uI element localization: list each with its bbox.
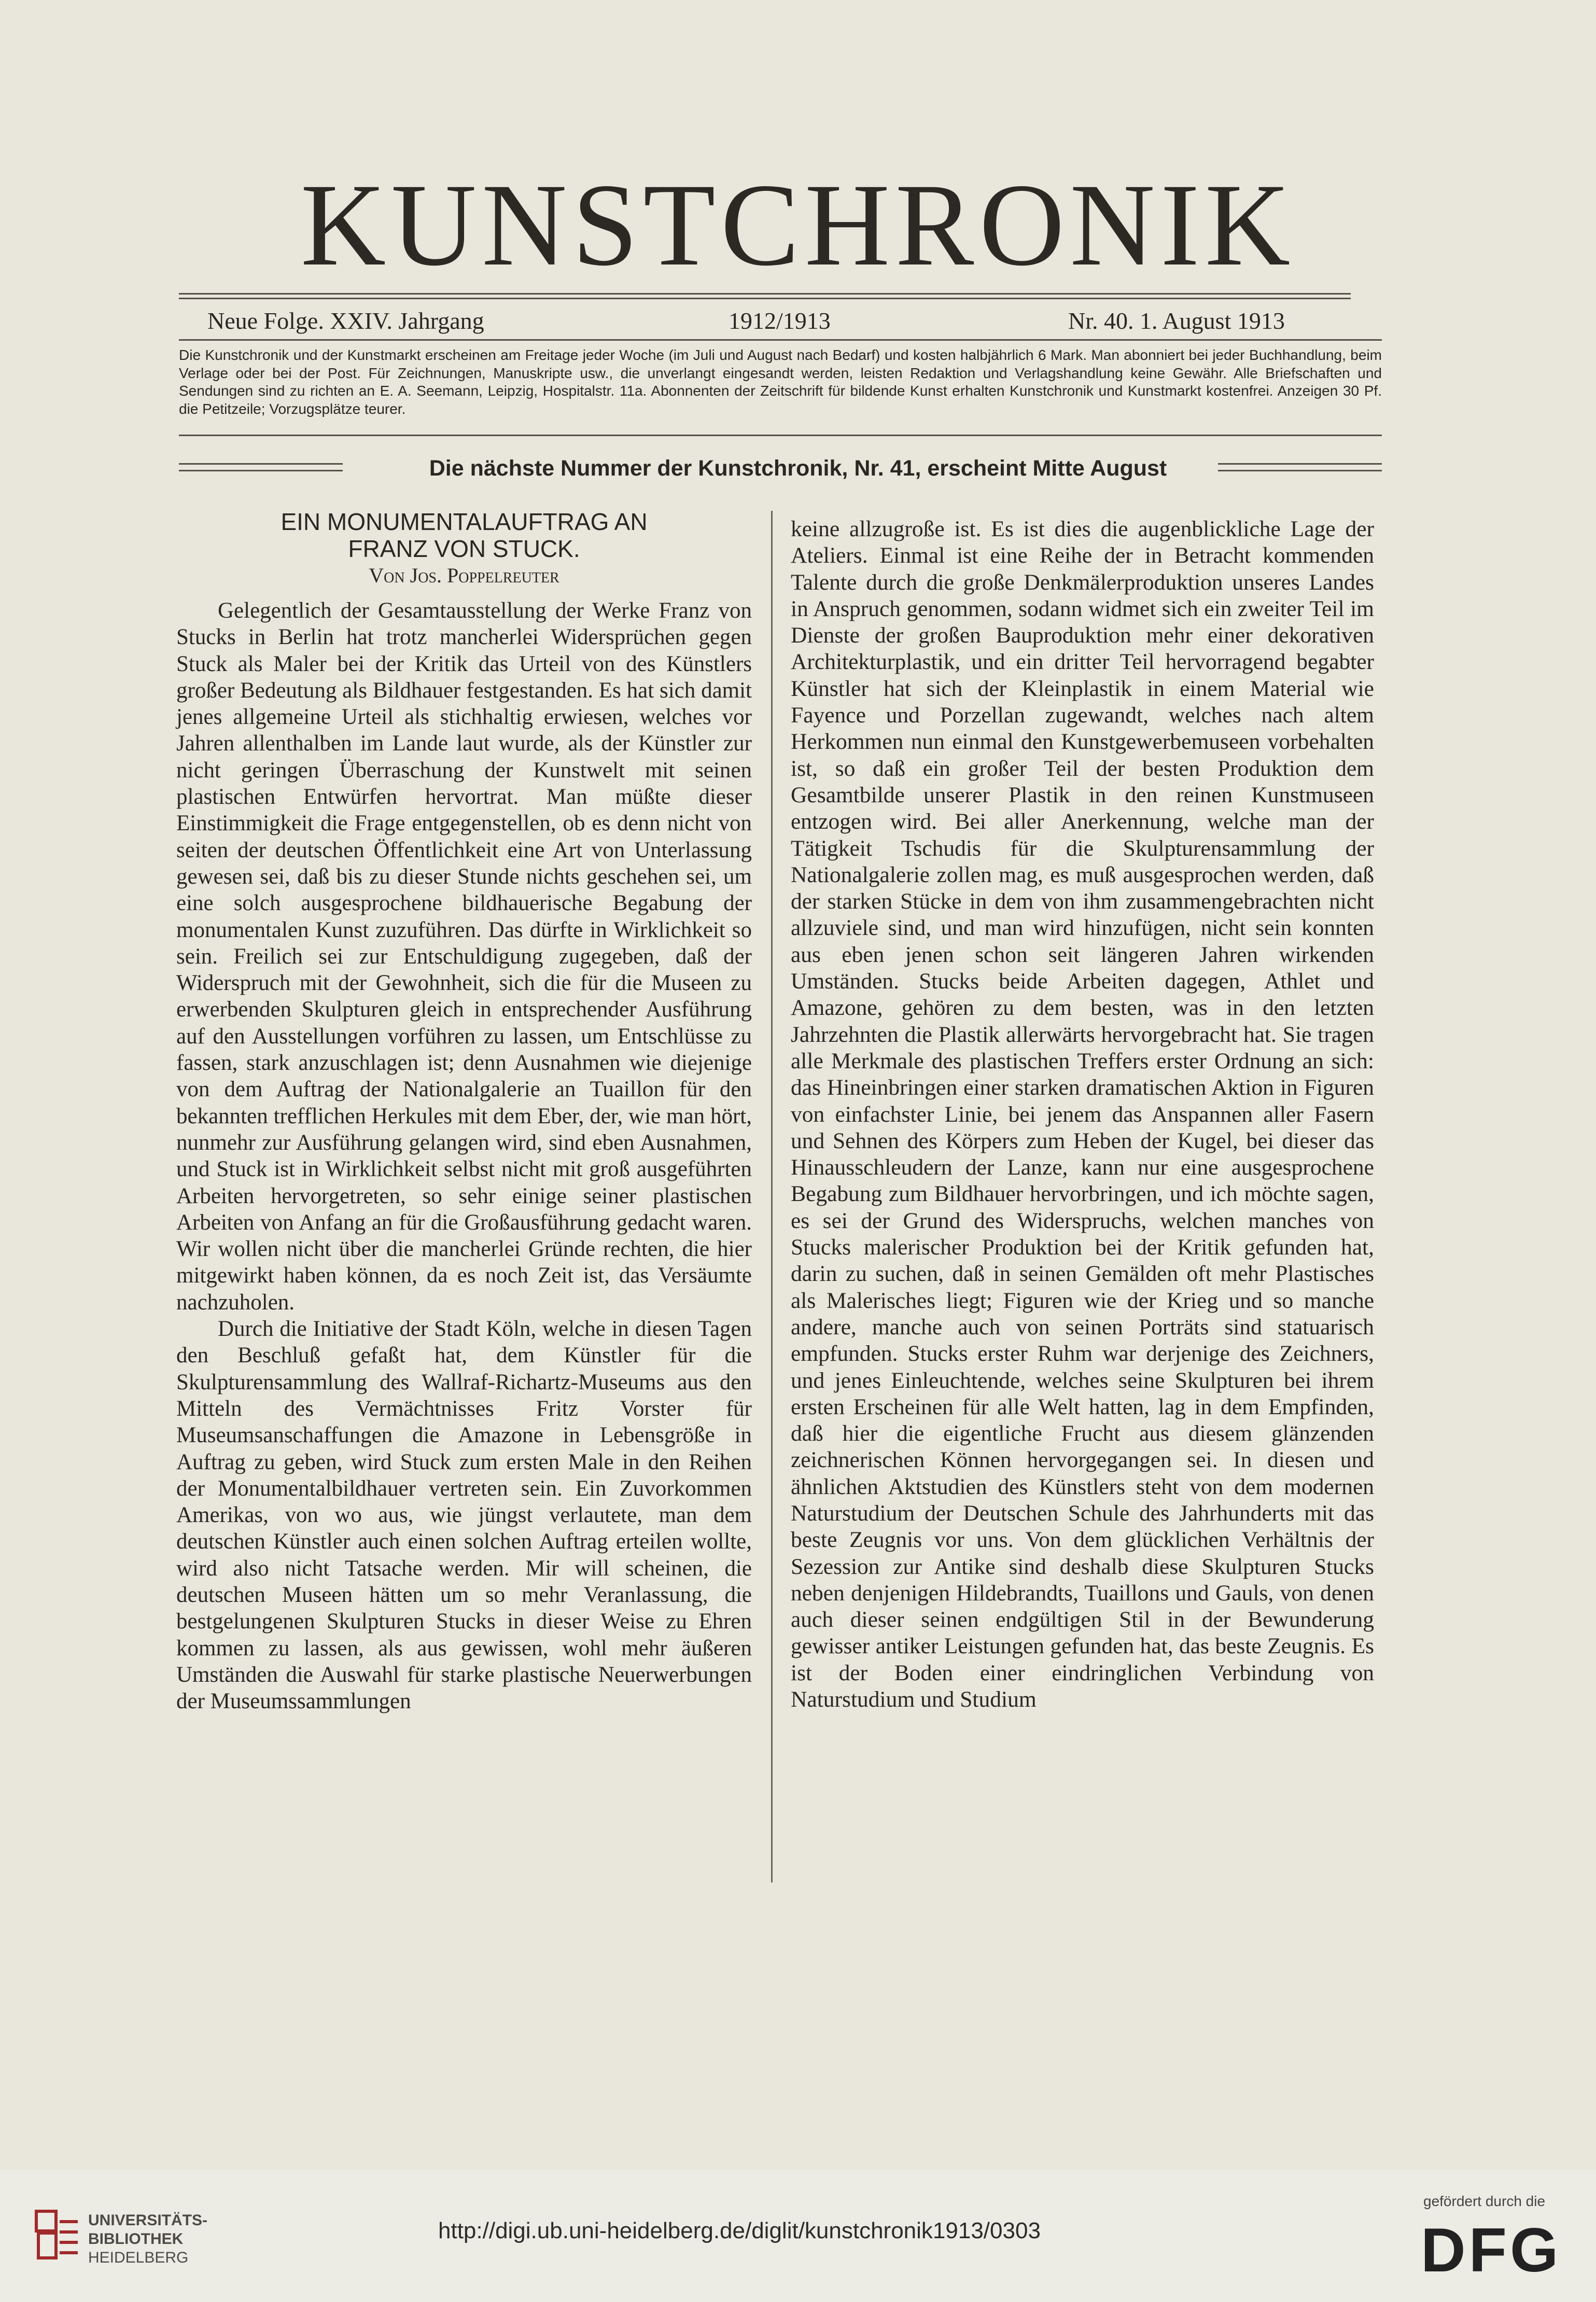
article-title (176, 508, 752, 562)
issue-date: Nr. 40. 1. August 1913 (1068, 308, 1285, 334)
article-title-line-2: FRANZ VON STUCK. (348, 535, 580, 562)
masthead-rule-top (179, 293, 1351, 295)
footer-bar (0, 2170, 1596, 2302)
library-name-line-3: HEIDELBERG (88, 2249, 189, 2266)
dfg-logo: DFG (1421, 2215, 1562, 2285)
article-author (176, 565, 752, 586)
funder-label: gefördert durch die (1423, 2193, 1546, 2209)
library-name-line-2: BIBLIOTHEK (88, 2230, 184, 2248)
paragraph-2: Durch die Initiative der Stadt Köln, welche in diesen Tagen den Beschluß gefaßt hat, dem Künstler für die Skulpturensammlung des Wallraf-Richartz-Museums aus den Mitteln des Vermächtnisses Fritz Vorster für Museumsanschaffungen die Amazone in Lebensgröße in Auftrag zu geben, wird Stuck zum ersten Male in den Reihen der Monumentalbildhauer vertreten sein. Ein Zuvorkommen Amerikas, von wo aus, wie jüngst verlautete, man dem deutschen Künstler auch einen solchen Auftrag erteilen wollte, wird also nicht Tatsache werden. Mir will scheinen, die deutschen Museen hätten um so mehr Veranlassung, die bestgelungenen Skulpturen Stucks in dieser Weise zu Ehren kommen zu lassen, als aus gewissen, wohl mehr äußeren Umständen die Auswahl für starke plastische Neuerwerbungen der Museumssammlungen (176, 1317, 752, 1714)
paragraph-1: Gelegentlich der Gesamtausstellung der Werke Franz von Stucks in Berlin hat trotz mancherlei Widersprüchen gegen Stuck als Maler bei der Kritik das Urteil von des Künstlers großer Bedeutung als Bildhauer festgestanden. Es hat sich damit jenes allgemeine Urteil als stichhaltig erwiesen, welches vor Jahren allenthalben im Lande laut wurde, als der Künstler zur nicht geringen Überraschung der Kunstwelt mit seinen plastischen Entwürfen hervortrat. Man müßte dieser Einstimmigkeit die Frage entgegenstellen, ob es denn nicht von seiten der deutschen Öffentlichkeit eine Art von Unterlassung gewesen sei, daß bis zu dieser Stunde nichts geschehen sei, um eine solch ausgesprochene bildhauerische Begabung der monumentalen Kunst zuzuführen. Das dürfte in Wirklichkeit so sein. Freilich sei zur Entschuldigung zugegeben, daß der Widerspruch mit der Gewohnheit, sich die für die Museen zu erwerbenden Skulpturen gleich in entsprechender Ausführung auf den Ausstellungen vorführen zu lassen, um Entschlüsse zu fassen, stark anzuschlagen ist; denn Ausnahmen wie diejenige von dem Auftrag der Nationalgalerie an Tuaillon für den bekannten trefflichen Herkules mit dem Eber, der, wie man hört, nunmehr zur Ausführung gelangen wird, sind eben Ausnahmen, und Stuck ist in Wirklichkeit selbst nicht mit groß ausgeführten Arbeiten hervorgetreten, so sehr einige seiner plastischen Arbeiten von Anfang an für die Großausführung gedacht waren. Wir wollen nicht über die mancherlei Gründe rechten, die hier mitgewirkt haben können, da es noch Zeit ist, das Versäumte nachzuholen. (176, 598, 752, 1315)
masthead-rule-second (179, 298, 1351, 299)
source-url-link[interactable]: http://digi.ub.uni-heidelberg.de/diglit/kunstchronik1913/0303 (438, 2218, 1041, 2243)
series-info: Neue Folge. XXIV. Jahrgang (207, 308, 484, 334)
column-divider (771, 511, 773, 1882)
author-byline: Von Jos. Poppelreuter (369, 564, 559, 587)
left-column (176, 597, 752, 1714)
masthead-title: KUNSTCHRONIK (300, 160, 1296, 290)
right-column (791, 516, 1374, 1713)
notice-rule (179, 435, 1382, 436)
volume-years: 1912/1913 (729, 308, 831, 334)
next-issue-announcement: Die nächste Nummer der Kunstchronik, Nr. 41, erscheint Mitte August (429, 456, 1167, 481)
paragraph-3: keine allzugroße ist. Es ist dies die augenblickliche Lage der Ateliers. Einmal ist eine Reihe der in Betracht kommenden Talente durch die große Denkmälerproduktion unseres Landes in Anspruch genommen, sodann widmet sich ein zweiter Teil im Dienste der großen Bauproduktion mehr einer dekorativen Architekturplastik, und ein dritter Teil hervorragend begabter Künstler hat sich der Kleinplastik in einem Material wie Fayence und Porzellan zugewandt, welches nach altem Herkommen nun einmal den Kunstgewerbemuseen vorbehalten ist, so daß ein großer Teil der besten Produktion dem Gesamtbilde unserer Plastik in den reinen Kunstmuseen entzogen wird. Bei aller Anerkennung, welche man der Tätigkeit Tschudis für die Skulpturensammlung der Nationalgalerie zollen mag, es muß ausgesprochen werden, daß der starken Stücke in dem von ihm zusammengebrachten nicht allzuviele sind, und man wird hinzufügen, nicht sein konnten aus eben jenen schon seit längeren Jahren wirkenden Umständen. Stucks beide Arbeiten dagegen, Athlet und Amazone, gehören zu dem besten, was in den letzten Jahrzehnten die Plastik allerwärts hervorgebracht hat. Sie tragen alle Merkmale des plastischen Treffers erster Ordnung an sich: das Hineinbringen einer starken dramatischen Aktion in Figuren von einfachster Linie, bei jenem das Anspannen aller Fasern und Sehnen des Körpers zum Heben der Kugel, bei dieser das Hinausschleudern der Lanze, kann nur eine ausgesprochene Begabung zum Bildhauer hervorbringen, und ich möchte sagen, es sei der Grund des Widerspruchs, welchen manches von Stucks malerischer Produktion bei der Kritik gefunden hat, darin zu suchen, daß in seinen Gemälden oft mehr Plastisches als Malerisches liegt; Figuren wie der Krieg und so manche andere, manche auch von seinen Porträts sind statuarisch empfunden. Stucks erster Ruhm war derjenige des Zeichners, und jenes Einleuchtende, welches seine Skulpturen bei ihrem ersten Erscheinen für alle Welt hatten, lag in dem Empfinden, daß hier die eigentliche Frucht aus diesem glänzenden zeichnerischen Können hervorgegangen sei. In diesen und ähnlichen Aktstudien des Künstlers steht von dem modernen Naturstudium der Deutschen Schule des Jahrhunderts mit das beste Zeugnis vor uns. Von dem glücklichen Verhältnis der Sezession zur Antike sind deshalb diese Skulpturen Stucks neben denjenigen Hildebrandts, Tuaillons und Gauls, von denen auch dieser seinen endgültigen Stil in der Bewunderung gewisser antiker Leistungen gefunden hat, das beste Zeugnis. Es ist der Boden einer eindringlichen Verbindung von Naturstudium und Studium (791, 517, 1374, 1712)
subscription-notice: Die Kunstchronik und der Kunstmarkt erscheinen am Freitage jeder Woche (im Juli und August nach Bedarf) und kosten halbjährlich 6 Mark. Man abonniert bei jeder Buchhandlung, beim Verlage oder bei der Post. Für Zeichnungen, Manuskripte usw., die unverlangt eingesandt werden, leisten Redaktion und Verlagshandlung keine Gewähr. Alle Briefschaften und Sendungen sind zu richten an E. A. Seemann, Leipzig, Hospitalstr. 11a. Abonnenten der Zeitschrift für bildende Kunst erhalten Kunstchronik und Kunstmarkt kostenfrei. Anzeigen 30 Pf. die Petitzeile; Vorzugsplätze teurer. (179, 347, 1382, 417)
library-name-line-1: UNIVERSITÄTS- (88, 2212, 208, 2229)
library-name (88, 2211, 207, 2267)
info-rule (179, 339, 1382, 341)
university-library-logo-icon (31, 2206, 83, 2266)
article-title-line-1: EIN MONUMENTALAUFTRAG AN (281, 508, 648, 535)
announcement-rule-right (1218, 463, 1382, 471)
